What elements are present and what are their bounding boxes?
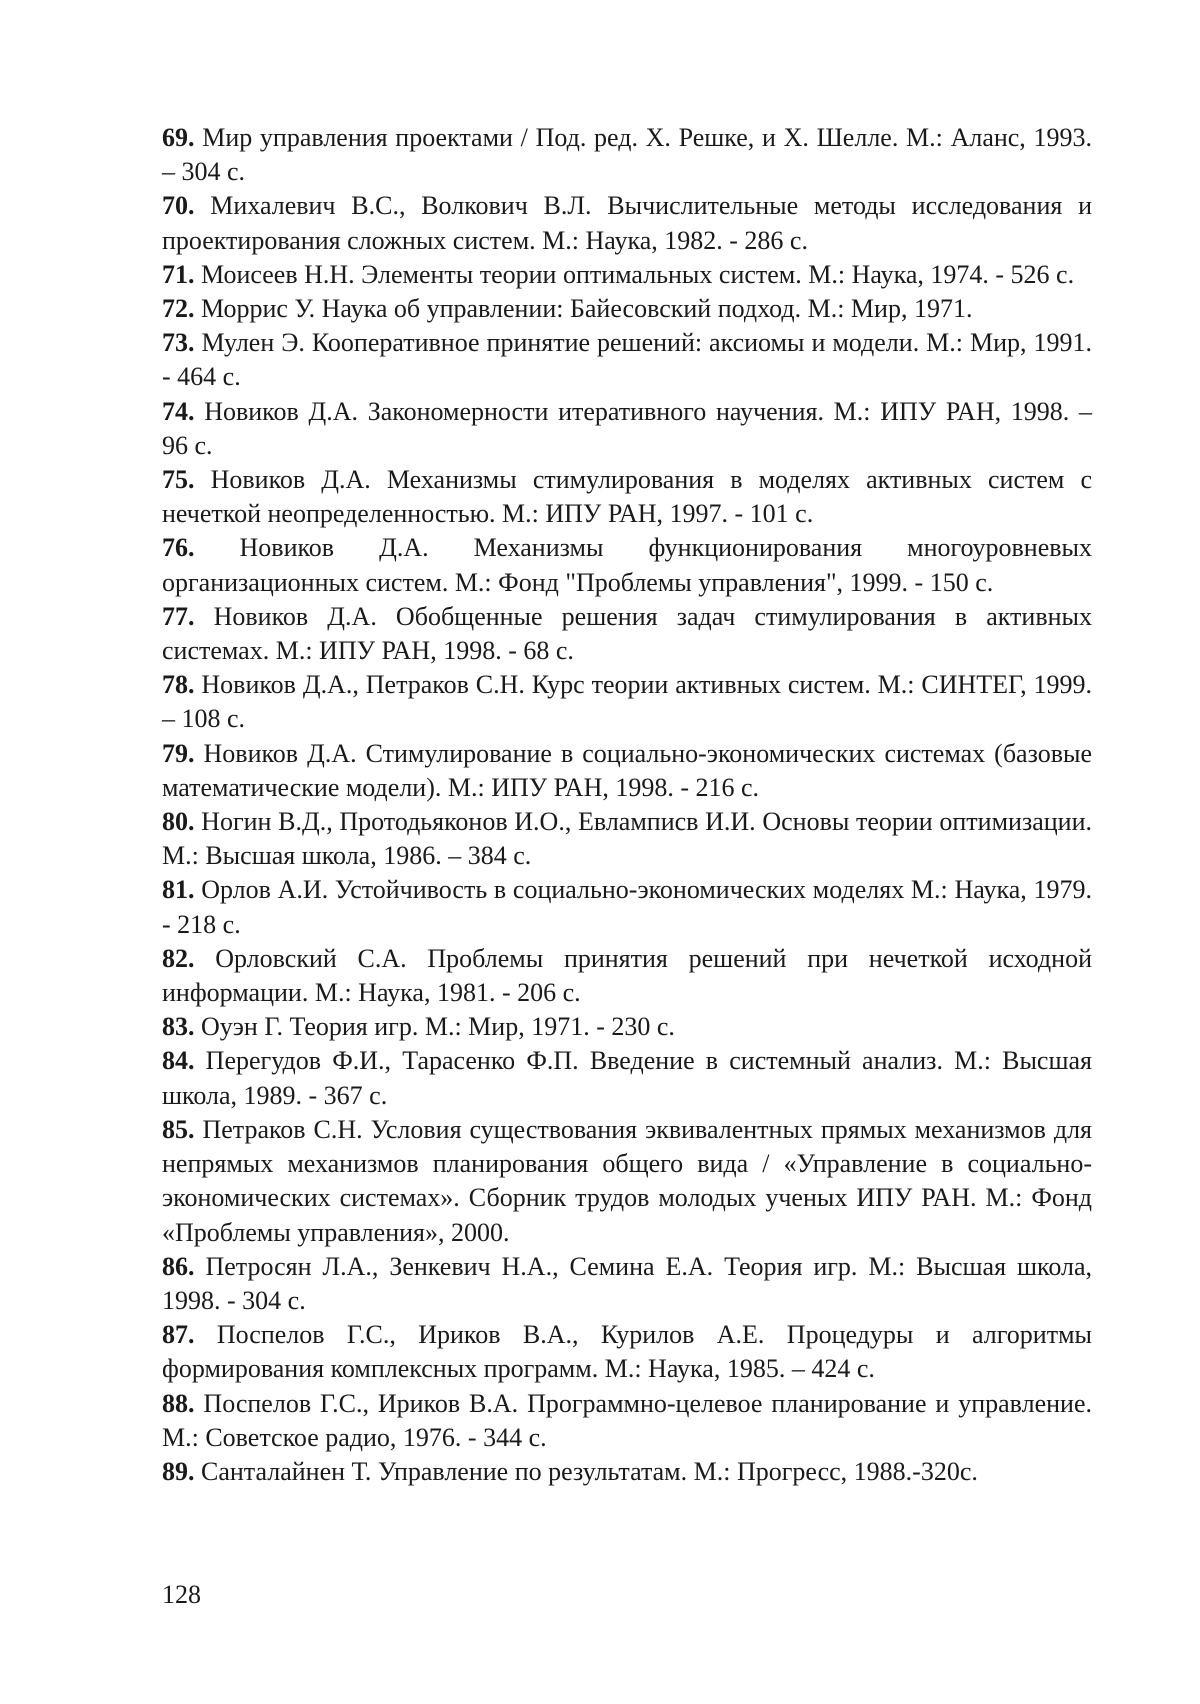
reference-text: Новиков Д.А. Механизмы стимулирования в моделях активных систем с нечеткой неопределенностью. М.: ИПУ РАН, 1997. - 101 с. bbox=[162, 465, 1092, 529]
reference-item bbox=[162, 326, 1092, 394]
reference-item bbox=[162, 1010, 1092, 1044]
reference-text: Оуэн Г. Теория игр. М.: Мир, 1971. - 230 с. bbox=[201, 1012, 675, 1042]
reference-item bbox=[162, 1387, 1092, 1455]
reference-number: 72. bbox=[162, 294, 195, 324]
reference-text: Новиков Д.А. Механизмы функционирования многоуровневых организационных систем. М.: Фонд "Проблемы управления", 1999. - 150 с. bbox=[162, 533, 1092, 597]
reference-item bbox=[162, 1250, 1092, 1318]
reference-text: Моррис У. Наука об управлении: Байесовский подход. М.: Мир, 1971. bbox=[201, 294, 973, 324]
reference-item bbox=[162, 1044, 1092, 1112]
reference-text: Орловский С.А. Проблемы принятия решений при нечеткой исходной информации. М.: Наука, 1981. - 206 с. bbox=[162, 943, 1092, 1008]
reference-number: 89. bbox=[162, 1456, 195, 1486]
reference-text: Петросян Л.А., Зенкевич Н.А., Семина Е.А. Теория игр. М.: Высшая школа, 1998. - 304 с. bbox=[162, 1251, 1092, 1315]
reference-number: 71. bbox=[162, 259, 195, 289]
reference-item bbox=[162, 121, 1092, 189]
reference-item bbox=[162, 531, 1092, 599]
reference-item bbox=[162, 1113, 1092, 1250]
reference-number: 80. bbox=[162, 807, 195, 837]
reference-number: 79. bbox=[162, 738, 195, 768]
reference-number: 74. bbox=[162, 396, 195, 426]
reference-number: 70. bbox=[162, 191, 195, 221]
reference-text: Петраков С.Н. Условия существования эквивалентных прямых механизмов для непрямых механизмов планирования общего вида / «Управление в социально-экономических системах». Сборник трудов молодых ученых ИПУ РАН. М.: Фонд «Проблемы управления», 2000. bbox=[162, 1114, 1093, 1247]
reference-item bbox=[162, 463, 1092, 531]
reference-number: 76. bbox=[162, 533, 195, 563]
reference-text: Поспелов Г.С., Ириков В.А. Программно-целевое планирование и управление. М.: Советское радио, 1976. - 344 с. bbox=[162, 1388, 1092, 1452]
reference-item bbox=[162, 292, 1092, 326]
reference-item bbox=[162, 1318, 1092, 1386]
reference-text: Моисеев Н.Н. Элементы теории оптимальных систем. М.: Наука, 1974. - 526 с. bbox=[201, 259, 1075, 289]
reference-number: 83. bbox=[162, 1012, 195, 1042]
page-number: 128 bbox=[162, 1580, 201, 1609]
reference-number: 73. bbox=[162, 328, 195, 358]
reference-number: 77. bbox=[162, 601, 195, 631]
reference-text: Новиков Д.А. Стимулирование в социально-экономических системах (базовые математические модели). М.: ИПУ РАН, 1998. - 216 с. bbox=[162, 738, 1093, 802]
reference-number: 81. bbox=[162, 875, 195, 905]
reference-text: Михалевич В.С., Волкович В.Л. Вычислительные методы исследования и проектирования сложных систем. М.: Наука, 1982. - 286 с. bbox=[162, 191, 1092, 255]
reference-item bbox=[162, 258, 1092, 292]
reference-text: Перегудов Ф.И., Тарасенко Ф.П. Введение в системный анализ. М.: Высшая школа, 1989. - 367 с. bbox=[162, 1046, 1092, 1110]
reference-number: 84. bbox=[162, 1046, 195, 1076]
reference-item bbox=[162, 942, 1092, 1010]
reference-text: Орлов А.И. Устойчивость в социально-экономических моделях М.: Наука, 1979. - 218 с. bbox=[162, 875, 1092, 939]
reference-text: Новиков Д.А., Петраков С.Н. Курс теории активных систем. М.: СИНТЕГ, 1999. – 108 с. bbox=[162, 670, 1093, 734]
reference-number: 86. bbox=[162, 1251, 195, 1281]
reference-number: 87. bbox=[162, 1320, 195, 1350]
reference-text: Мир управления проектами / Под. ред. Х. Решке, и Х. Шелле. М.: Аланс, 1993. – 304 с. bbox=[162, 123, 1093, 187]
reference-number: 88. bbox=[162, 1388, 195, 1418]
reference-item bbox=[162, 395, 1092, 463]
reference-item bbox=[162, 805, 1092, 873]
reference-text: Новиков Д.А. Закономерности итеративного научения. М.: ИПУ РАН, 1998. – 96 с. bbox=[162, 396, 1093, 460]
reference-number: 82. bbox=[162, 943, 195, 973]
reference-item bbox=[162, 1455, 1092, 1489]
reference-number: 75. bbox=[162, 465, 195, 495]
reference-text: Ногин В.Д., Протодьяконов И.О., Евламписв И.И. Основы теории оптимизации. М.: Высшая школа, 1986. – 384 с. bbox=[162, 807, 1092, 871]
reference-item bbox=[162, 600, 1092, 668]
reference-list bbox=[162, 121, 1092, 1489]
reference-number: 85. bbox=[162, 1114, 195, 1144]
reference-item bbox=[162, 737, 1092, 805]
reference-item bbox=[162, 873, 1092, 941]
reference-text: Поспелов Г.С., Ириков В.А., Курилов А.Е. Процедуры и алгоритмы формирования комплексных программ. М.: Наука, 1985. – 424 с. bbox=[162, 1320, 1092, 1384]
reference-item bbox=[162, 668, 1092, 736]
reference-item bbox=[162, 189, 1092, 257]
reference-text: Новиков Д.А. Обобщенные решения задач стимулирования в активных системах. М.: ИПУ РАН, 1998. - 68 с. bbox=[162, 601, 1092, 666]
reference-number: 78. bbox=[162, 670, 195, 700]
reference-text: Санталайнен Т. Управление по результатам. М.: Прогресс, 1988.-320с. bbox=[201, 1456, 978, 1486]
reference-number: 69. bbox=[162, 123, 195, 152]
reference-text: Мулен Э. Кооперативное принятие решений: аксиомы и модели. М.: Мир, 1991. - 464 с. bbox=[162, 328, 1092, 392]
